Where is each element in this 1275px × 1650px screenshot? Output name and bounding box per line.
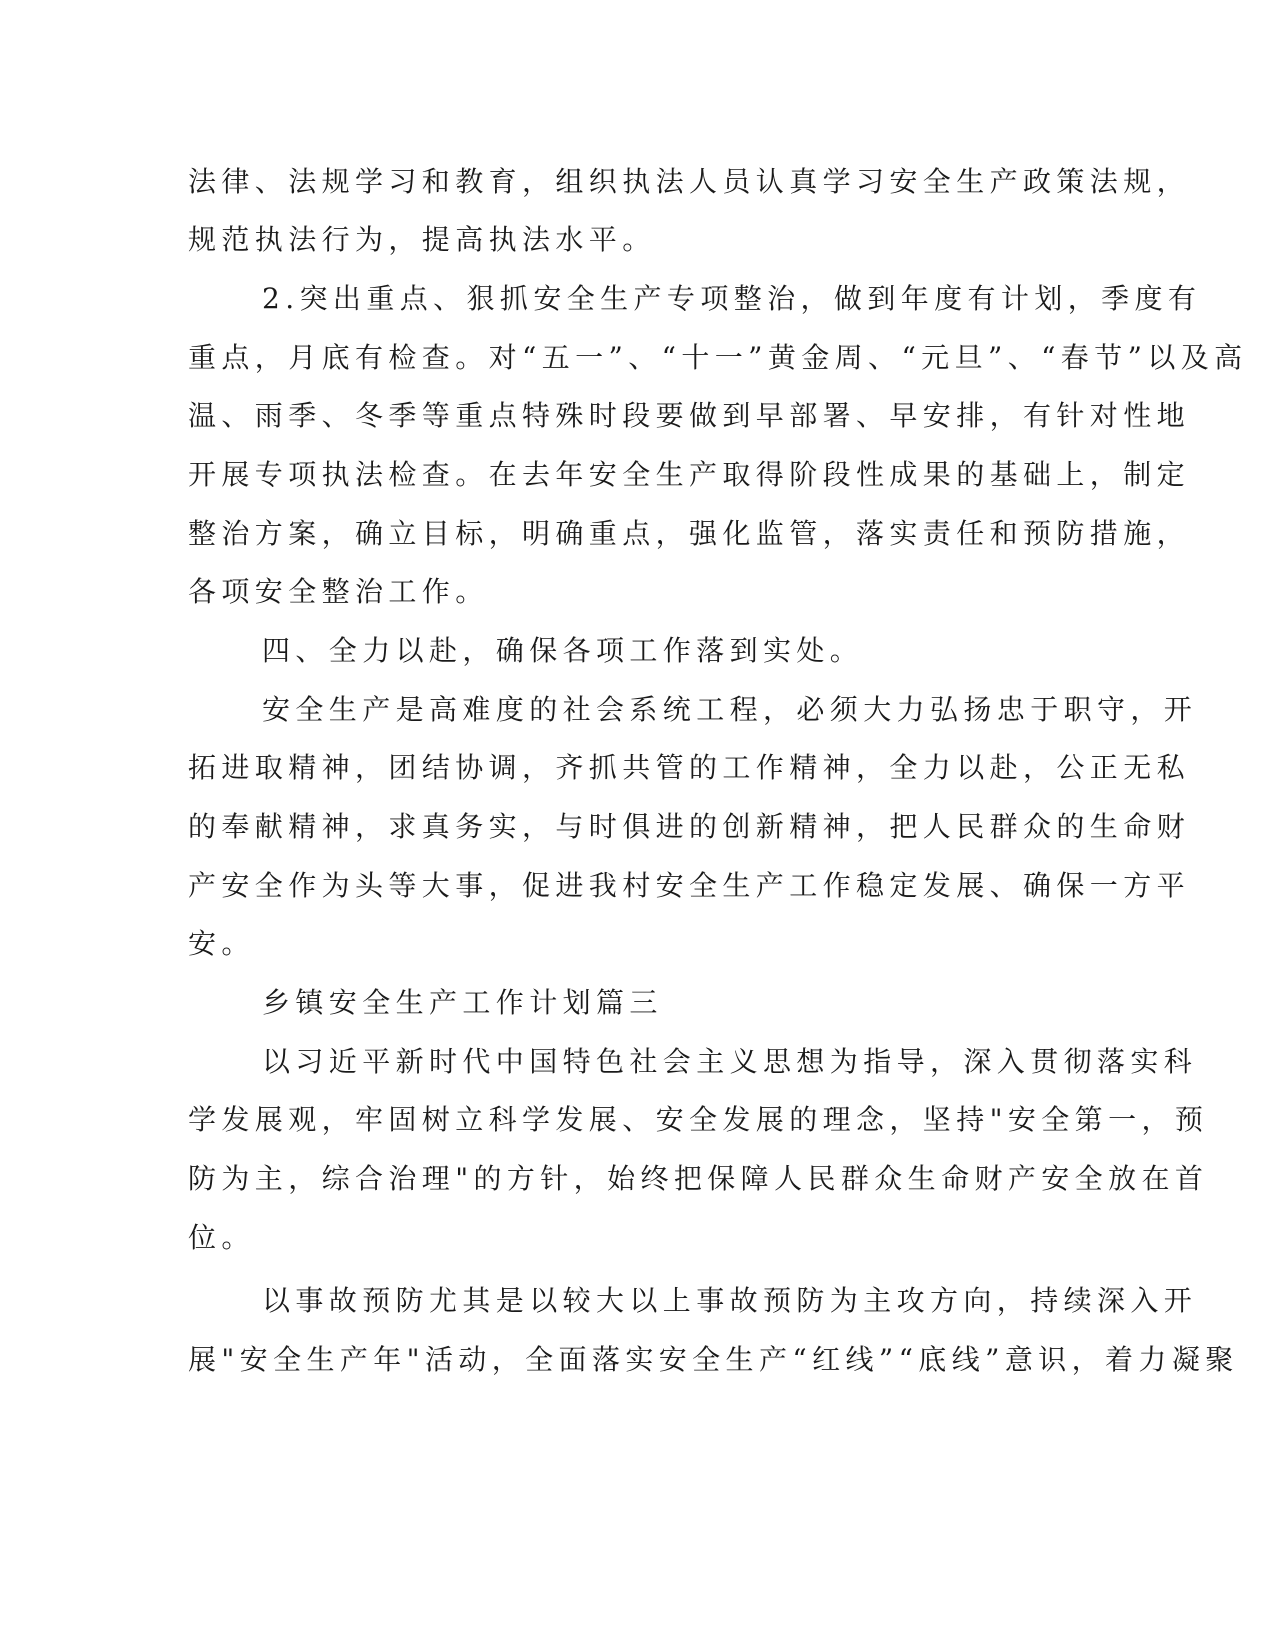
body-text-line: 法律、法规学习和教育，组织执法人员认真学习安全生产政策法规，	[188, 165, 1191, 198]
body-text-line: 开展专项执法检查。在去年安全生产取得阶段性成果的基础上，制定	[188, 458, 1191, 491]
body-text-line: 位。	[188, 1221, 255, 1254]
numbered-item-2: 2.突出重点、狠抓安全生产专项整治，做到年度有计划，季度有	[262, 282, 1202, 315]
body-text-line: 重点，月底有检查。对“五一”、“十一”黄金周、“元旦”、“春节”以及高	[188, 341, 1248, 374]
body-text-line: 整治方案，确立目标，明确重点，强化监管，落实责任和预防措施，	[188, 517, 1191, 550]
body-text-line: 的奉献精神，求真务实，与时俱进的创新精神，把人民群众的生命财	[188, 810, 1191, 843]
body-text-line: 以事故预防尤其是以较大以上事故预防为主攻方向，持续深入开	[262, 1284, 1198, 1317]
body-text-line: 安全生产是高难度的社会系统工程，必须大力弘扬忠于职守，开	[262, 693, 1198, 726]
body-text-line: 防为主，综合治理"的方针，始终把保障人民群众生命财产安全放在首	[188, 1162, 1209, 1195]
body-text-line: 各项安全整治工作。	[188, 575, 489, 608]
body-text-line: 展"安全生产年"活动，全面落实安全生产“红线”“底线”意识，着力凝聚	[188, 1343, 1239, 1376]
body-text-line: 学发展观，牢固树立科学发展、安全发展的理念，坚持"安全第一，预	[188, 1103, 1209, 1136]
section-heading-4: 四、全力以赴，确保各项工作落到实处。	[262, 634, 864, 667]
body-text-line: 产安全作为头等大事，促进我村安全生产工作稳定发展、确保一方平	[188, 869, 1191, 902]
body-text-line: 以习近平新时代中国特色社会主义思想为指导，深入贯彻落实科	[262, 1045, 1198, 1078]
body-text-line: 安。	[188, 927, 255, 960]
body-text-line: 温、雨季、冬季等重点特殊时段要做到早部署、早安排，有针对性地	[188, 399, 1191, 432]
body-text-line: 拓进取精神，团结协调，齐抓共管的工作精神，全力以赴，公正无私	[188, 751, 1191, 784]
body-text-line: 规范执法行为，提高执法水平。	[188, 223, 656, 256]
article-heading: 乡镇安全生产工作计划篇三	[262, 986, 663, 1019]
